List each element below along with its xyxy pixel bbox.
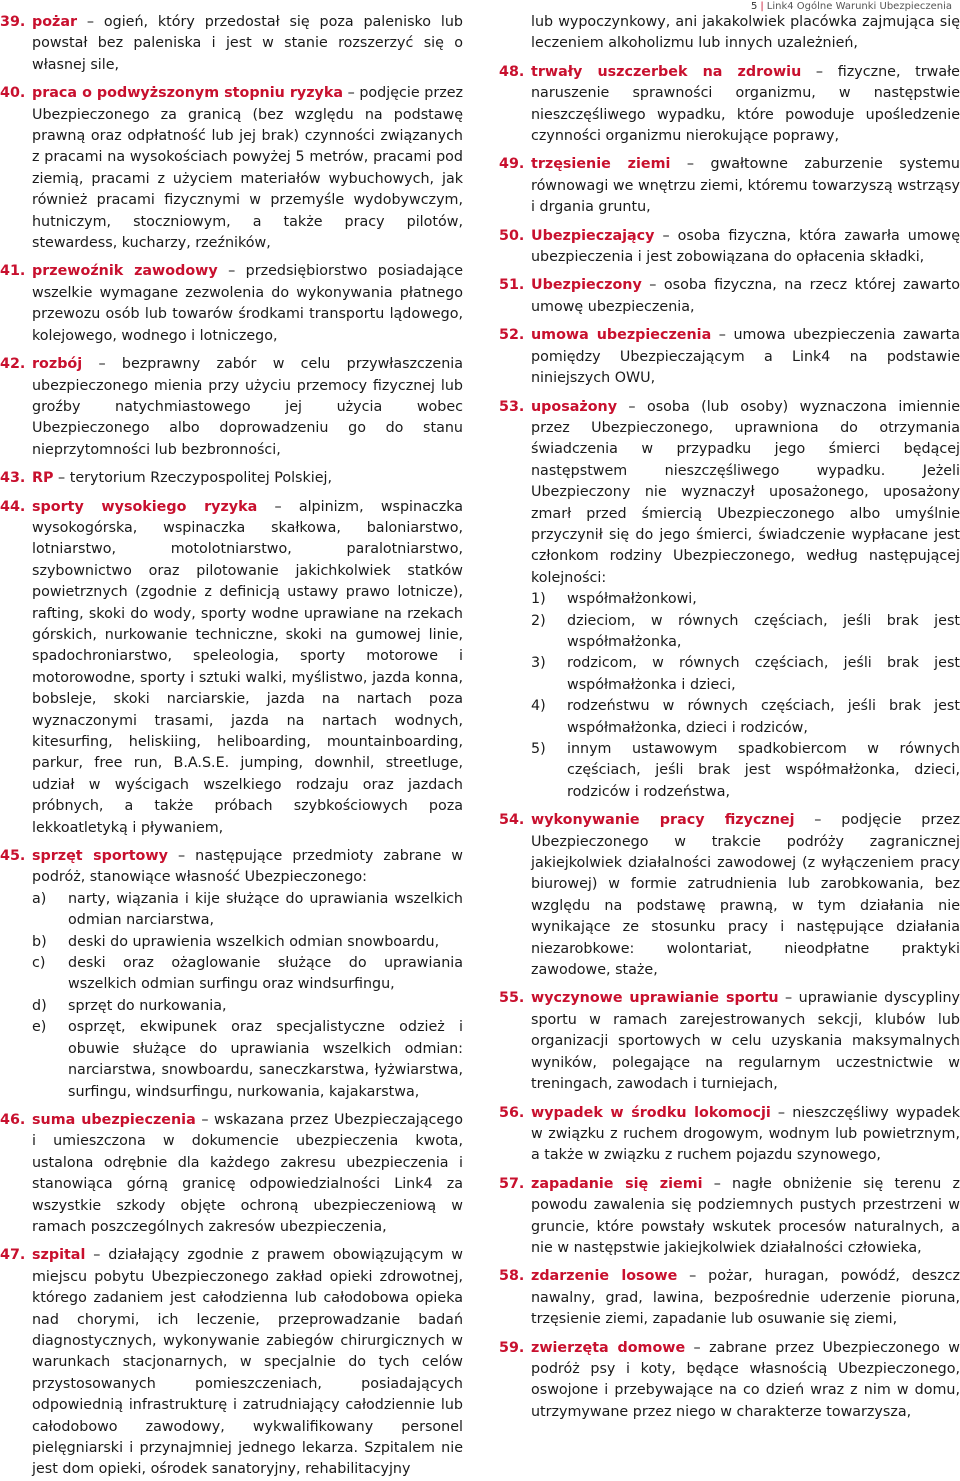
item-number: 39. [0,14,26,30]
definition-text: – gwałtowne zaburzenie systemu równowagi we wnętrzu ziemi, któremu towarzyszą wstrząsy i drgania gruntu, [531,156,960,216]
sub-item [531,696,960,739]
page-number: 5 [751,1,758,12]
defined-term: szpital [32,1247,86,1264]
definition-text: – osoba (lub osoby) wyznaczona imiennie przez Ubezpieczonego, uprawniona do otrzymania świadczenia w przypadku jego śmierci będącej następstwem nieszczęśliwego wypadku. Jeżeli Ubezpieczony nie wyznaczył uposażonego, uposażony zmarł przed śmiercią Ubezpieczonego albo umyślnie przyczynił się do jego śmierci, świadczenie wypłacane jest członkom rodziny Ubezpieczonego, według następującej kolejności: [531,398,960,586]
defined-term: umowa ubezpieczenia [531,327,712,344]
item-number: 56. [499,1104,525,1121]
continuation-text: lub wypoczynkowy, ani jakakolwiek placówka zajmująca się leczeniem alkoholizmu lub innych uzależnień, [531,14,960,52]
sub-item-text: rodzicom, w równych częściach, jeśli brak jest współmałżonka i dzieci, [567,655,960,693]
defined-term: pożar [32,14,78,30]
definition-text: – ogień, który przedostał się poza palenisko lub powstał bez paleniska i jest w stanie rozszerzyć się o własnej sile, [32,14,463,73]
definition-text: – uprawianie dyscypliny sportu w ramach zarejestrowanych sekcji, klubów lub organizacji sportowych w celu uzyskania maksymalnych wyników, polegające na regularnym uczestnictwie w treningach, zawodach i turniejach, [531,990,960,1093]
definition-text: – nagłe obniżenie się terenu z powodu zawalenia się podziemnych pustych przestrzeni w gruncie, które powstały wskutek procesów naturalnych, a nie w następstwie jakiejkolwiek działalności człowieka, [531,1175,960,1256]
left-column [0,12,464,1478]
definition-item [499,154,960,218]
definition-item [499,226,960,269]
sub-item-label: d) [32,997,47,1014]
definition-item [0,261,463,347]
sub-item-label: 5) [531,741,546,757]
definition-text: – podjęcie przez Ubezpieczonego w trakcie podróży zagranicznej jakiejkolwiek działalności zawodowej (z wyłączeniem pracy biurowej) w formie zatrudnienia lub zarobkowania, bez względu na podstawę prawną, w tym działania nie wynikające ze stosunku pracy i następujące działania niezarobkowe: wolontariat, nieodpłatne praktyki zawodowe, staże, [531,812,960,979]
definition-text: – pożar, huragan, powódź, deszcz nawalny, grad, lawina, bezpośrednie uderzenie pioruna, trzęsienie ziemi, zapadanie lub osuwanie się ziemi, [531,1268,960,1328]
defined-term: trwały uszczerbek na zdrowiu [531,63,802,80]
definition-text: – umowa ubezpieczenia zawarta pomiędzy Ubezpieczającym a Link4 na podstawie niniejszych OWU, [531,327,960,387]
defined-term: wykonywanie pracy fizycznej [531,812,795,829]
header-separator: | [760,1,764,12]
definition-item [499,1174,960,1260]
sub-item [32,953,463,996]
defined-term: wyczynowe uprawianie sportu [531,990,779,1007]
defined-term: zapadanie się ziemi [531,1175,703,1192]
definition-text: – alpinizm, wspinaczka wysokogórska, wspinaczka skałkowa, baloniarstwo, lotniarstwo, motolotniarstwo, paralotniarstwo, szybownictwo oraz pilotowanie jakichkolwiek statków powietrznych (zgodnie z definicją ustawy prawo lotnicze), rafting, skoki do wody, sporty wodne uprawiane na rzekach górskich, nurkowanie techniczne, skoki na gumowej linie, spadochroniarstwo, speleologia, sporty motorowe i motorowodne, sporty i sztuki walki, myślistwo, jazda konna, bobsleje, skoki narciarskie, jazda na nartach poza wyznaczonymi trasami, jazda na nartach wodnych, kitesurfing, heliskiing, heliboarding, mountainboarding, parkur, free run, B.A.S.E. jumping, downhil, streetluge, udział w wyścigach wszelkiego rodzaju oraz jazdach próbnych, a także próbach szybkościowych poza lekkoatletyką i pływaniem, [32,498,463,836]
definition-text: – terytorium Rzeczypospolitej Polskiej, [53,470,333,487]
defined-term: praca o podwyższonym stopniu ryzyka [32,85,344,102]
definition-item [0,497,463,840]
item-number: 43. [0,470,26,487]
sub-item [531,589,960,610]
sub-item-label: a) [32,890,47,907]
definition-item [499,810,960,981]
definition-item [0,846,463,1103]
definition-item [499,988,960,1095]
item-number: 42. [0,356,26,373]
defined-term: zdarzenie losowe [531,1268,678,1285]
document-title: Link4 Ogólne Warunki Ubezpieczenia [766,1,952,12]
item-number: 54. [499,812,525,829]
sub-item [531,739,960,803]
item-number: 49. [499,156,525,173]
defined-term: RP [32,470,54,487]
definition-text: – nieszczęśliwy wypadek w związku z ruchem drogowym, wodnym lub powietrznym, a także w związku z ruchem pojazdu szynowego, [531,1104,960,1164]
sub-item-label: b) [32,933,47,950]
item-number: 59. [499,1339,525,1356]
definition-text: – fizyczne, trwałe naruszenie sprawności organizmu, w następstwie nieszczęśliwego wypadku, które powoduje upośledzenie czynności organizmu nierokujące poprawy, [531,63,960,145]
definition-item [499,1338,960,1424]
definition-item [0,12,463,76]
item-number: 46. [0,1111,26,1128]
sub-item-text: współmałżonkowi, [567,591,697,608]
sub-item-text: narty, wiązania i kije służące do uprawiania wszelkich odmian narciarstwa, [68,890,463,929]
item-number: 53. [499,398,525,415]
sub-item-text: innym ustawowym spadkobiercom w równych częściach, jeśli brak jest współmałżonka, dzieci, rodziców i rodzeństwa, [567,741,960,800]
sub-item-label: e) [32,1019,47,1036]
definition-item [0,468,463,489]
sub-item-text: deski oraz ożaglowanie służące do uprawiania wszelkich odmian surfingu oraz windsurfingu, [68,955,463,993]
defined-term: trzęsienie ziemi [531,156,671,173]
definition-text: – działający zgodnie z prawem obowiązującym w miejscu pobytu Ubezpieczonego zakład opieki zdrowotnej, którego zadaniem jest całodzienna lub całodobowa opieka nad chorymi, ich leczenie, przeprowadzanie badań diagnostycznych, wykonywanie zabiegów chirurgicznych w warunkach stacjonarnych, w specjalnie do tych celów przystosowanych pomieszczeniach, posiadających odpowiednią infrastrukturę i zatrudniający całodziennie lub całodobowo zawodowy, wykwalifikowany personel pielęgniarski i przynajmniej jednego lekarza. Szpitalem nie jest dom opieki, ośrodek sanatoryjny, rehabilitacyjny [32,1247,463,1478]
defined-term: uposażony [531,398,618,415]
defined-term: zwierzęta domowe [531,1339,686,1356]
defined-term: Ubezpieczający [531,227,655,244]
item-number: 55. [499,990,525,1007]
item-number: 40. [0,85,26,102]
sub-item [32,889,463,932]
sub-item-text: rodzeństwu w równych częściach, jeśli brak jest współmałżonka, dzieci i rodziców, [567,698,960,736]
item-number: 52. [499,327,525,344]
item-number: 57. [499,1175,525,1192]
sub-item [32,996,463,1017]
definition-item [499,275,960,318]
definition-item [499,325,960,389]
sub-item [531,611,960,654]
item-number: 58. [499,1268,525,1285]
defined-term: rozbój [32,356,83,373]
sub-item-text: osprzęt, ekwipunek oraz specjalistyczne odzież i obuwie służące do uprawiania wszelkich odmian: narciarstwa, snowboardu, saneczkarstwa, łyżwiarstwa, surfingu, windsurfingu, nurkowania, kajakarstwa, [68,1019,463,1100]
sub-item [32,1017,463,1103]
defined-term: sporty wysokiego ryzyka [32,498,258,515]
sub-item-label: 3) [531,655,546,672]
sub-item-label: 4) [531,698,546,715]
defined-term: wypadek w środku lokomocji [531,1104,771,1121]
item-number: 51. [499,277,525,294]
sub-item-text: dzieciom, w równych częściach, jeśli brak jest współmałżonka, [567,612,960,650]
defined-term: suma ubezpieczenia [32,1111,196,1128]
definition-text: – zabrane przez Ubezpieczonego w podróż psy i koty, będące własnością Ubezpieczonego, oswojone i przebywające na co dzień wraz z nim w domu, utrzymywane przez niego w charakterze towarzysza, [531,1339,960,1420]
sub-item-text: sprzęt do nurkowania, [68,997,227,1014]
defined-term: przewoźnik zawodowy [32,263,218,280]
definition-text: – podjęcie przez Ubezpieczonego za granicą (bez względu na podstawę prawną oraz odpłatność lub jej brak) czynności związanych z pracami na wysokościach powyżej 5 metrów, pracami pod ziemią, pracami z użyciem materiałów wybuchowych, jak również pracami fizycznymi w przemyśle wydobywczym, hutniczym, stoczniowym, a także pracy pilotów, stewardess, kucharzy, rzeźników, [32,85,464,252]
definition-item [0,354,463,461]
sub-item [32,932,463,953]
item-number: 50. [499,227,525,244]
definition-text: – wskazana przez Ubezpieczającego i umieszczona w dokumencie ubezpieczenia kwota, ustalona odrębnie dla każdego zakresu ubezpieczenia i stanowiąca górną granicę odpowiedzialności Link4 za wszystkie szkody objęte ochroną ubezpieczeniową w ramach poszczególnych zakresów ubezpieczenia, [32,1111,463,1235]
item-number: 45. [0,848,26,865]
definition-text: – następujące przedmioty zabrane w podróż, stanowiące własność Ubezpieczonego: [32,848,463,886]
defined-term: sprzęt sportowy [32,848,168,865]
sub-item-label: c) [32,955,46,972]
definition-text: – przedsiębiorstwo posiadające wszelkie wymagane zezwolenia do wykonywania płatnego przewozu osób lub towarów środkami transportu lądowego, kolejowego, wodnego i lotniczego, [32,263,463,344]
right-column [499,12,960,1420]
definition-item [0,83,463,254]
defined-term: Ubezpieczony [531,277,642,294]
item-number: 44. [0,498,26,515]
definition-item [499,1103,960,1167]
item-number: 41. [0,263,26,280]
sub-item-label: 1) [531,591,546,608]
definition-text: – bezprawny zabór w celu przywłaszczenia ubezpieczonego mienia przy użyciu przemocy fizycznej lub groźby natychmiastowego jej użycia wobec Ubezpieczonego albo doprowadzeniu go do stanu nieprzytomności lub bezbronności, [32,356,463,458]
item-number: 47. [0,1247,26,1264]
definition-item [0,1245,463,1480]
definition-item [0,1110,463,1238]
definition-item [499,62,960,148]
sub-item [531,653,960,696]
sub-item-text: deski do uprawienia wszelkich odmian snowboardu, [68,933,440,950]
item-number: 48. [499,63,525,80]
continuation-paragraph [499,12,960,55]
definition-text: – osoba fizyczna, na rzecz której zawarto umowę ubezpieczenia, [531,277,960,315]
definition-item [499,397,960,804]
definition-item [499,1266,960,1330]
sub-item-label: 2) [531,612,546,629]
definition-text: – osoba fizyczna, która zawarła umowę ubezpieczenia i jest zobowiązana do opłacenia składki, [531,227,960,266]
